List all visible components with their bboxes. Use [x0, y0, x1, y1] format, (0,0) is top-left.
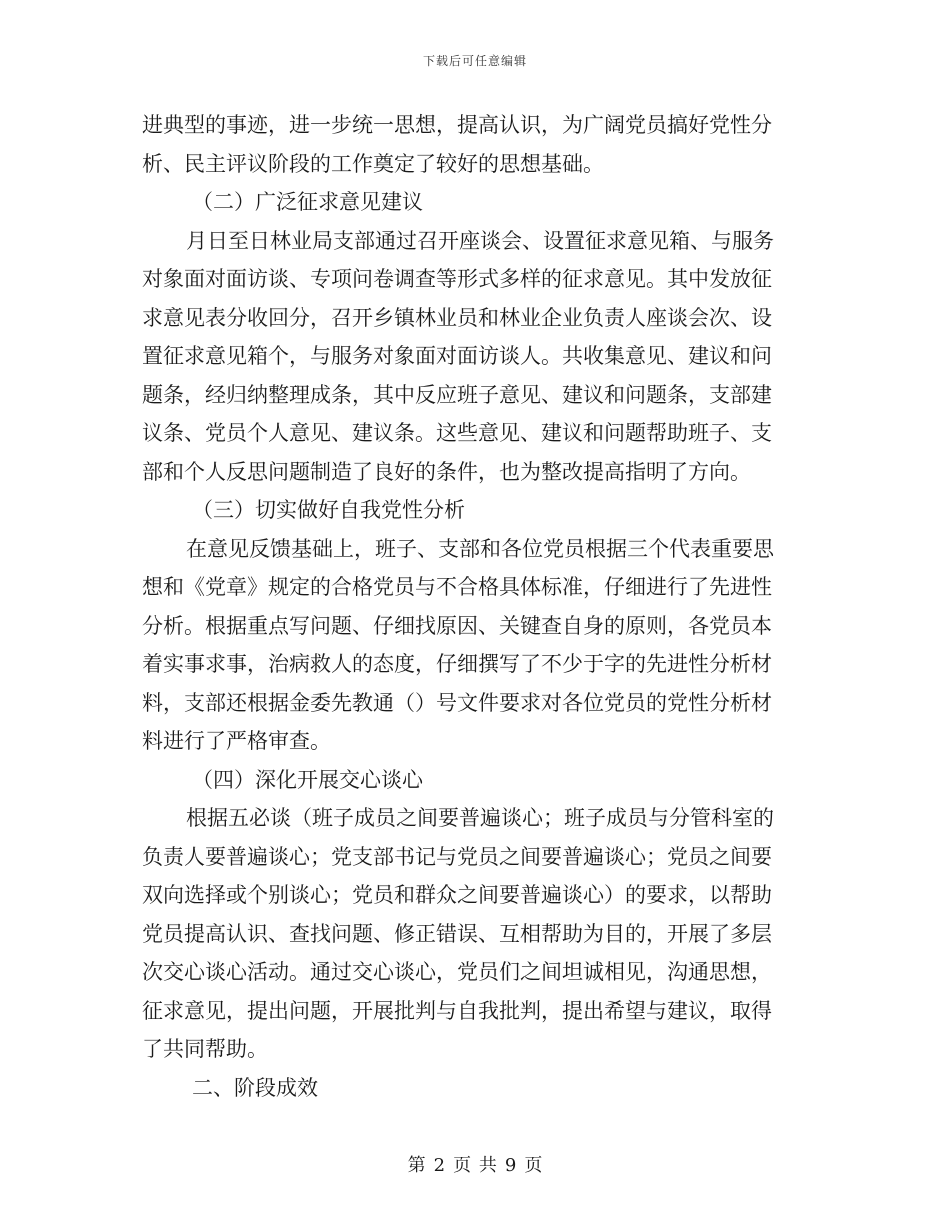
text-line: 了共同帮助。: [142, 1037, 268, 1061]
section-heading: （二）广泛征求意见建议: [192, 190, 423, 214]
page-header-note: 下载后可任意编辑: [422, 54, 527, 68]
text-line: 对象面对面访谈、专项问卷调查等形式多样的征求意见。其中发放征: [142, 267, 772, 291]
text-line: 月日至日林业局支部通过召开座谈会、设置征求意见箱、与服务: [186, 228, 774, 253]
text-line: 征求意见，提出问题，开展批判与自我批判，提出希望与建议，取得: [142, 998, 772, 1023]
footer-middle: 页 共: [453, 1155, 497, 1176]
text-line: 分析。根据重点写问题、仔细找原因、关键查自身的原则，各党员本: [142, 613, 772, 638]
text-line: 求意见表分收回分，召开乡镇林业员和林业企业负责人座谈会次、设: [142, 305, 772, 330]
text-line: 部和个人反思问题制造了良好的条件，也为整改提高指明了方向。: [142, 459, 751, 484]
footer-prefix: 第: [407, 1155, 426, 1176]
text-line: 在意见反馈基础上，班子、支部和各位党员根据三个代表重要思: [186, 536, 774, 561]
total-page-number: 9: [504, 1155, 517, 1176]
footer-suffix: 页: [524, 1155, 543, 1176]
text-line: 置征求意见箱个，与服务对象面对面访谈人。共收集意见、建议和问: [142, 344, 772, 368]
page-number-footer: [0, 1151, 950, 1177]
section-heading: （四）深化开展交心谈心: [192, 767, 423, 792]
text-line: 着实事求事，治病救人的态度，仔细撰写了不少于字的先进性分析材: [142, 652, 772, 676]
section-heading: （三）切实做好自我党性分析: [192, 498, 465, 522]
text-line: 料进行了严格审查。: [142, 729, 331, 753]
text-line: 析、民主评议阶段的工作奠定了较好的思想基础。: [142, 151, 604, 176]
text-line: 根据五必谈（班子成员之间要普遍谈心；班子成员与分管科室的: [186, 806, 774, 830]
current-page-number: 2: [433, 1155, 446, 1176]
text-line: 双向选择或个别谈心；党员和群众之间要普遍谈心）的要求，以帮助: [142, 883, 772, 907]
text-line: 进典型的事迹，进一步统一思想，提高认识，为广阔党员搞好党性分: [142, 113, 772, 137]
document-body: [142, 106, 802, 1107]
text-line: 次交心谈心活动。通过交心谈心，党员们之间坦诚相见，沟通思想，: [142, 960, 772, 984]
text-line: 负责人要普遍谈心；党支部书记与党员之间要普遍谈心；党员之间要: [142, 844, 772, 869]
text-line: 题条，经归纳整理成条，其中反应班子意见、建议和问题条，支部建: [142, 382, 772, 407]
text-line: 党员提高认识、查找问题、修正错误、互相帮助为目的，开展了多层: [142, 921, 772, 946]
text-line: 想和《党章》规定的合格党员与不合格具体标准，仔细进行了先进性: [142, 575, 772, 599]
text-line: 议条、党员个人意见、建议条。这些意见、建议和问题帮助班子、支: [142, 421, 772, 445]
section-heading: 二、阶段成效: [192, 1075, 318, 1100]
text-line: 料，支部还根据金委先教通（）号文件要求对各位党员的党性分析材: [142, 690, 772, 715]
